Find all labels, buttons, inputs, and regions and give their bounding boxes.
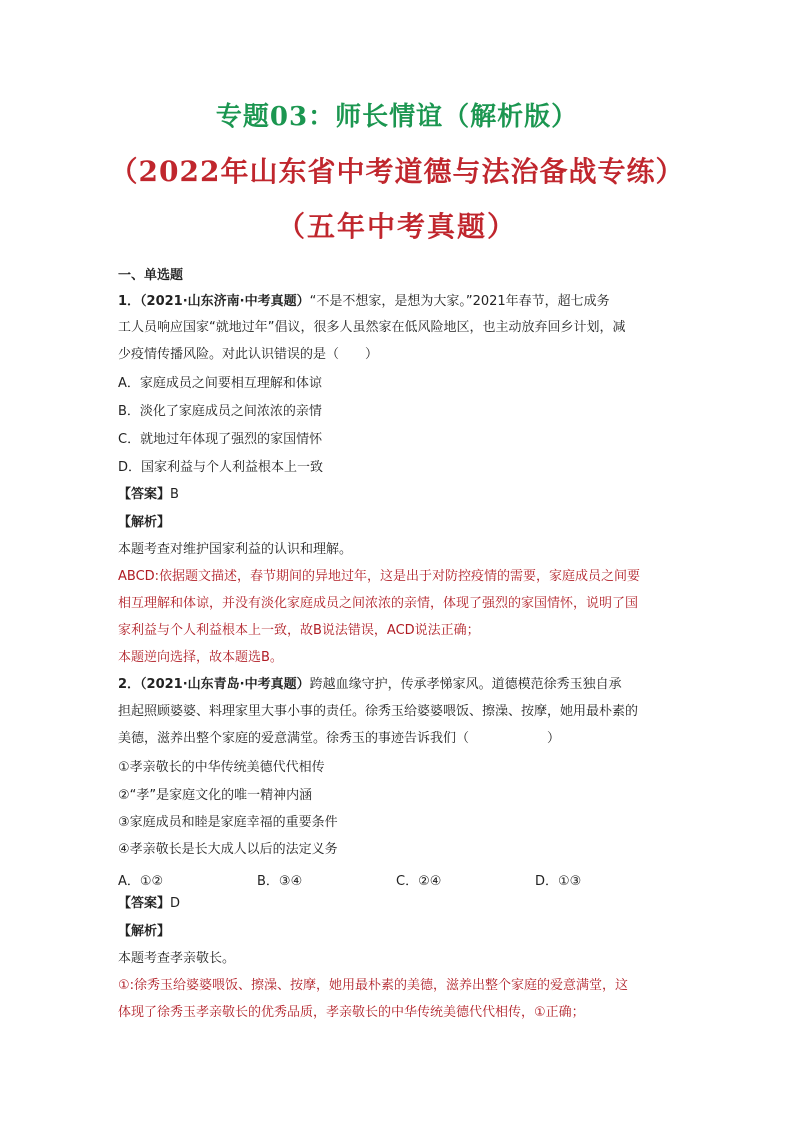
q1-stem-line: 工人员响应国家“就地过年”倡议，很多人虽然家在低风险地区，也主动放弃回乡计划，减 <box>118 320 626 335</box>
q1-option-c: C．就地过年体现了强烈的家国情怀 <box>118 432 323 447</box>
q1-analysis-label: 【解析】 <box>118 515 171 530</box>
q2-number: 2． <box>118 677 141 692</box>
q2-analysis-intro: 本题考查孝亲敬长。 <box>118 951 236 966</box>
q2-option-c: C．②④ <box>396 874 442 889</box>
answer-value: D <box>170 896 181 911</box>
q1-analysis-line: 家利益与个人利益根本上一致，故B说法错误，ACD说法正确； <box>118 623 480 638</box>
q1-stem-line <box>118 294 698 310</box>
q2-item: ③家庭成员和睦是家庭幸福的重要条件 <box>118 815 338 830</box>
q2-analysis-label: 【解析】 <box>118 924 171 939</box>
q1-option-b: B．淡化了家庭成员之间浓浓的亲情 <box>118 404 322 419</box>
answer-value: B <box>170 487 179 502</box>
q2-source: （2021·山东青岛·中考真题） <box>140 677 310 692</box>
q1-stem-line: 少疫情传播风险。对此认识错误的是（ ） <box>118 347 379 362</box>
q1-option-d: D．国家利益与个人利益根本上一致 <box>118 460 324 475</box>
q1-analysis-end: 本题逆向选择，故本题选B。 <box>118 650 283 665</box>
q2-analysis-line: ①:徐秀玉给婆婆喂饭、擦澡、按摩，她用最朴素的美德，滋养出整个家庭的爱意满堂，这 <box>118 978 629 993</box>
section-heading: 一、单选题 <box>118 268 184 283</box>
q2-item: ②“孝”是家庭文化的唯一精神内涵 <box>118 788 313 803</box>
answer-label: 【答案】 <box>118 896 171 911</box>
q2-answer <box>118 896 698 912</box>
q2-stem-line: 美德，滋养出整个家庭的爱意满堂。徐秀玉的事迹告诉我们（ ） <box>118 731 561 746</box>
answer-label: 【答案】 <box>118 487 171 502</box>
q2-stem-line <box>118 677 698 693</box>
doc-title: 专题03：师长情谊（解析版） <box>215 102 579 132</box>
q2-option-a: A．①② <box>118 874 164 889</box>
q1-option-a: A．家庭成员之间要相互理解和体谅 <box>118 376 322 391</box>
q2-option-d: D．①③ <box>535 874 582 889</box>
q1-analysis-line: ABCD:依据题文描述，春节期间的异地过年，这是出于对防控疫情的需要，家庭成员之间要 <box>118 569 641 584</box>
q1-analysis-line: 相互理解和体谅，并没有淡化家庭成员之间浓浓的亲情，体现了强烈的家国情怀，说明了国 <box>118 596 639 611</box>
q1-answer <box>118 487 698 503</box>
q2-option-b: B．③④ <box>257 874 303 889</box>
q1-stem: “不是不想家，是想为大家。”2021年春节，超七成务 <box>309 294 610 309</box>
q1-analysis-intro: 本题考查对维护国家利益的认识和理解。 <box>118 542 353 557</box>
q1-number: 1． <box>118 294 141 309</box>
q2-stem: 跨越血缘守护，传承孝悌家风。道德模范徐秀玉独自承 <box>309 677 622 692</box>
doc-subtitle: （2022年山东省中考道德与法治备战专练） <box>109 155 685 188</box>
q2-analysis-line: 体现了徐秀玉孝亲敬长的优秀品质，孝亲敬长的中华传统美德代代相传，①正确； <box>118 1005 585 1020</box>
q2-stem-line: 担起照顾婆婆、料理家里大事小事的责任。徐秀玉给婆婆喂饭、擦澡、按摩，她用最朴素的 <box>118 704 639 719</box>
q2-item: ①孝亲敬长的中华传统美德代代相传 <box>118 760 325 775</box>
doc-subtitle-2: （五年中考真题） <box>276 210 517 243</box>
q2-item: ④孝亲敬长是长大成人以后的法定义务 <box>118 842 338 857</box>
q1-source: （2021·山东济南·中考真题） <box>140 294 310 309</box>
